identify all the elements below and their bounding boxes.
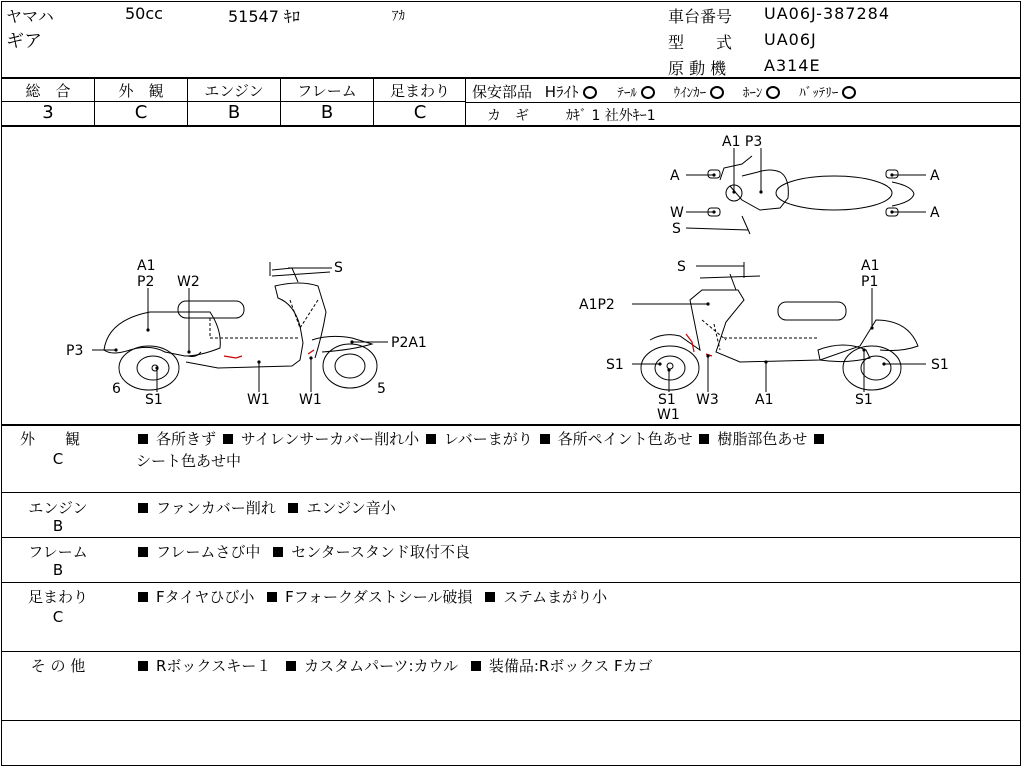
grade-exterior-label: 外 観	[118, 82, 164, 100]
maker: ヤマハ	[6, 7, 54, 26]
tail-ok-icon	[641, 86, 655, 99]
bullet-square-icon	[138, 503, 148, 513]
note-item: 樹脂部色あせ	[717, 430, 808, 448]
diagram-label: S1	[931, 357, 949, 373]
damage-diagram	[0, 126, 1024, 424]
diagram-label: A1	[755, 392, 774, 408]
bullet-square-icon	[267, 592, 277, 602]
diagram-label: S1	[658, 392, 676, 408]
divider	[1, 537, 1021, 538]
bullet-square-icon	[138, 661, 148, 671]
note-category: 外 観	[19, 430, 80, 448]
diagram-label: S1	[606, 357, 624, 373]
grade-engine-label: エンジン	[204, 82, 264, 100]
divider	[1, 492, 1021, 493]
grade-engine: B	[227, 102, 241, 123]
note-grade: B	[52, 561, 64, 579]
tail-label: ﾃｰﾙ	[617, 86, 637, 101]
grade-overall: 3	[42, 102, 54, 123]
note-category: エンジン	[28, 499, 88, 517]
bullet-square-icon	[138, 592, 148, 602]
note-item: サイレンサーカバー削れ小	[240, 430, 420, 448]
diagram-label: S	[677, 259, 686, 275]
bullet-square-icon	[273, 547, 283, 557]
horn-ok-icon	[766, 86, 780, 99]
top-view-figure	[708, 156, 914, 234]
diagram-label: W	[670, 205, 684, 221]
diagram-label: P1	[861, 274, 879, 290]
bullet-square-icon	[471, 661, 481, 671]
bullet-square-icon	[138, 434, 148, 444]
winker-ok-icon	[710, 86, 724, 99]
safety-label: 保安部品	[472, 83, 533, 101]
engine-value: A314E	[764, 56, 821, 75]
note-item: カスタムパーツ:カウル	[304, 657, 459, 675]
divider	[1, 720, 1021, 721]
bullet-square-icon	[426, 434, 436, 444]
bullet-square-icon	[699, 434, 709, 444]
bullet-square-icon	[138, 547, 148, 557]
grade-exterior: C	[134, 102, 148, 123]
diagram-label: A	[930, 168, 940, 184]
note-items	[136, 497, 396, 518]
note-item: ファンカバー削れ	[156, 499, 276, 517]
mileage: 51547 ｷﾛ	[228, 7, 300, 26]
note-item: シート色あせ中	[136, 452, 242, 470]
divider	[1, 582, 1021, 583]
grade-suspension: C	[413, 102, 427, 123]
battery-label: ﾊﾞｯﾃﾘｰ	[799, 86, 839, 101]
diagram-label: W3	[696, 392, 719, 408]
bullet-square-icon	[540, 434, 550, 444]
bullet-square-icon	[223, 434, 233, 444]
bullet-square-icon	[485, 592, 495, 602]
frame-no-label: 車台番号	[668, 7, 733, 26]
diagram-label: S	[334, 260, 343, 276]
note-item: Rボックスキー１	[156, 657, 272, 675]
model-name: ギア	[6, 31, 42, 52]
diagram-label: S	[672, 221, 681, 237]
note-grade: C	[52, 450, 64, 468]
note-item: フレームさび中	[156, 543, 261, 561]
bullet-square-icon	[814, 434, 824, 444]
diagram-label: P2	[137, 274, 155, 290]
note-item: 各所きず	[156, 430, 217, 448]
body-color: ｱｶ	[392, 9, 405, 24]
displacement: 50cc	[125, 4, 163, 23]
note-item: 装備品:Rボックス Fカゴ	[488, 657, 653, 675]
diagram-label: W2	[177, 274, 200, 290]
bullet-square-icon	[288, 503, 298, 513]
diagram-label: S1	[145, 392, 163, 408]
diagram-label: 6	[112, 381, 121, 397]
diagram-label: A	[670, 168, 680, 184]
note-item: 各所ペイント色あせ	[557, 430, 693, 448]
note-items	[136, 655, 653, 676]
note-grade: B	[52, 517, 64, 535]
note-items	[136, 428, 1016, 472]
note-item: Fフォークダストシール破損	[285, 588, 473, 606]
divider	[1, 651, 1021, 652]
diagram-label: W1	[657, 407, 680, 423]
diagram-label: A	[930, 205, 940, 221]
note-item: エンジン音小	[306, 499, 396, 517]
grade-frame-label: フレーム	[297, 82, 357, 100]
diagram-label: W1	[299, 392, 322, 408]
engine-label: 原 動 機	[668, 59, 727, 78]
grade-frame: B	[320, 102, 334, 123]
grade-suspension-label: 足まわり	[389, 82, 450, 100]
diagram-label: A1 P3	[722, 134, 763, 150]
note-grade: C	[52, 608, 64, 626]
divider	[1, 424, 1021, 426]
note-category: 足まわり	[27, 588, 88, 606]
horn-label: ﾎｰﾝ	[742, 86, 763, 101]
grade-overall-label: 総 合	[25, 82, 71, 100]
diagram-label: P3	[66, 343, 84, 359]
frame-no: UA06J-387284	[764, 4, 891, 23]
bullet-square-icon	[286, 661, 296, 671]
type-value: UA06J	[764, 30, 817, 49]
note-item: レバーまがり	[443, 430, 533, 448]
diagram-label: A1	[137, 258, 156, 274]
winker-label: ｳｲﾝｶｰ	[673, 86, 707, 101]
diagram-label: P2A1	[391, 335, 427, 351]
divider	[466, 102, 1021, 103]
diagram-label: A1	[861, 258, 880, 274]
key-value: ｶｷﾞ 1 社外ｷｰ1	[566, 108, 656, 124]
battery-ok-icon	[842, 86, 856, 99]
divider	[1, 77, 1021, 79]
note-item: センタースタンド取付不良	[291, 543, 470, 561]
safety-parts-row	[472, 81, 860, 102]
diagram-label: W1	[247, 392, 270, 408]
headlight-ok-icon	[583, 86, 597, 99]
diagram-label: S1	[855, 392, 873, 408]
note-category: フレーム	[28, 543, 88, 561]
key-label: カ ギ	[487, 108, 529, 124]
note-item: ステムまがり小	[503, 588, 608, 606]
diagram-label: 5	[377, 381, 386, 397]
note-item: Fタイヤひび小	[156, 588, 255, 606]
note-items	[136, 586, 607, 607]
type-label: 型 式	[668, 33, 733, 52]
note-category: そ の 他	[30, 657, 86, 675]
headlight-label: Hﾗｲﾄ	[544, 83, 579, 101]
diagram-label: A1P2	[579, 297, 615, 313]
note-items	[136, 541, 470, 562]
